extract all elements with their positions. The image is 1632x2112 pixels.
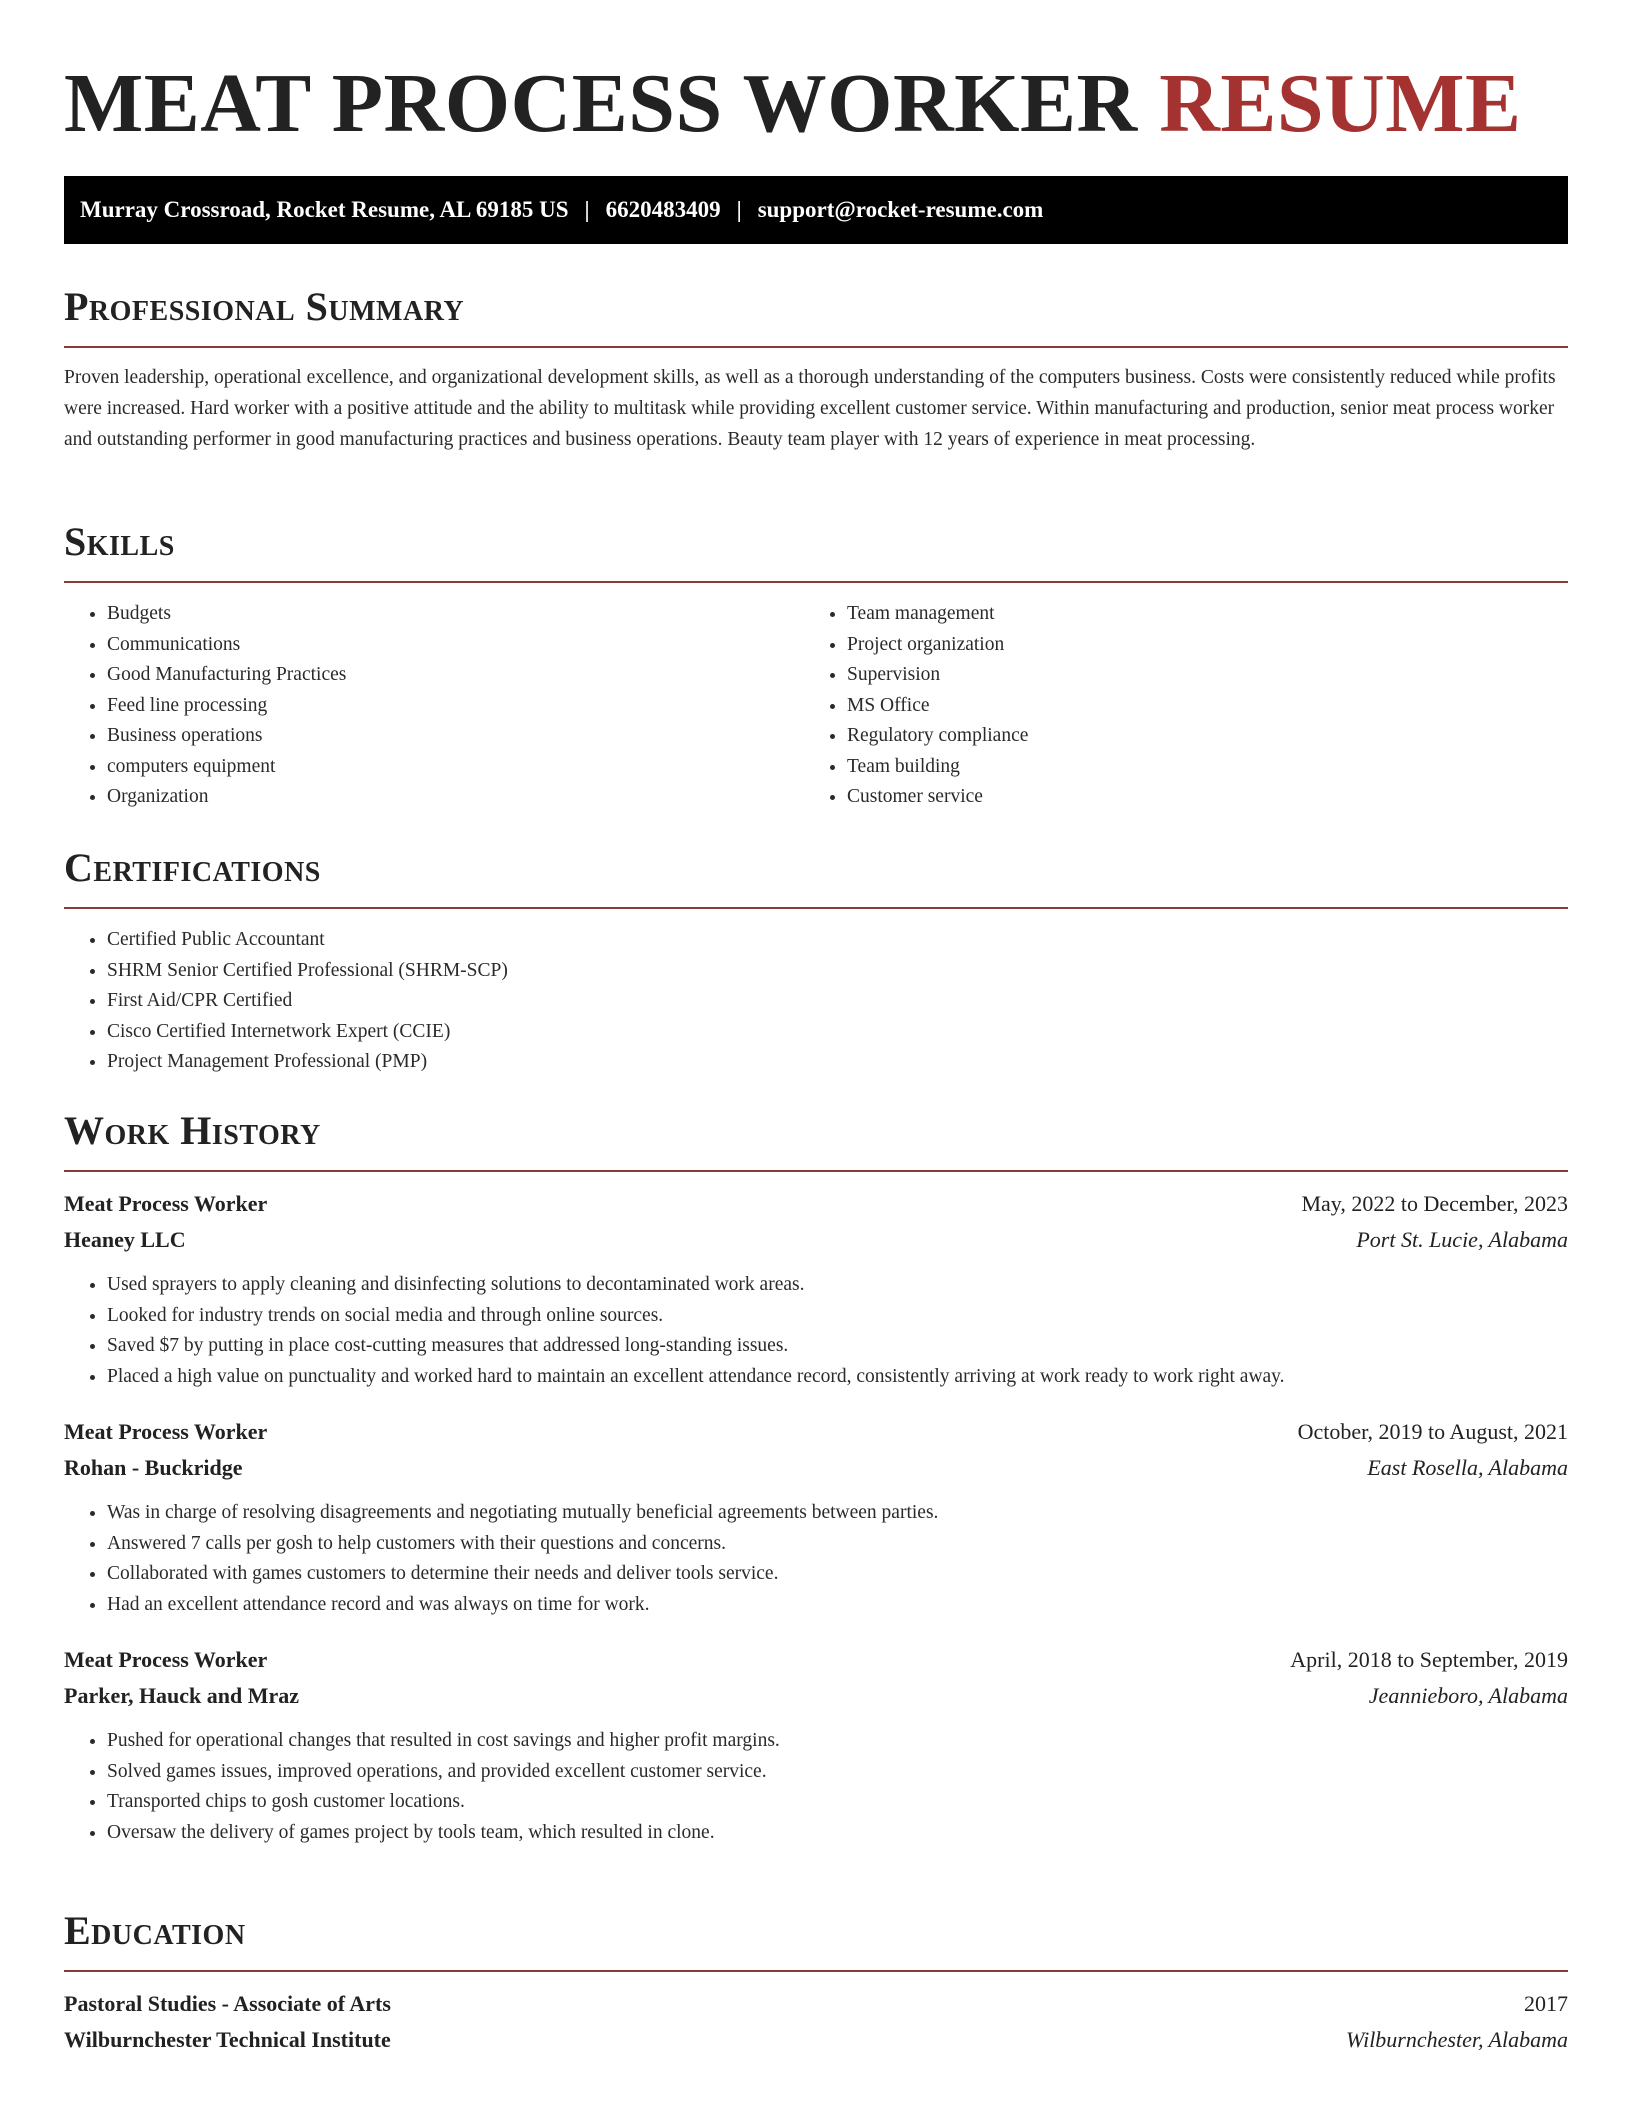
job-company: Heaney LLC	[64, 1227, 186, 1252]
contact-address: Murray Crossroad, Rocket Resume, AL 69185 US	[80, 197, 569, 222]
job-bullet: • Looked for industry trends on social media and through online sources.	[107, 1301, 1568, 1332]
education-year: 2017	[1524, 1991, 1568, 2016]
job-bullet: • Was in charge of resolving disagreements and negotiating mutually beneficial agreements between parties.	[107, 1498, 1568, 1529]
job-bullets	[64, 1498, 1568, 1620]
certifications-section	[64, 843, 1568, 1078]
certification-item: • Cisco Certified Internetwork Expert (CCIE)	[107, 1017, 1568, 1048]
job-bullet: • Answered 7 calls per gosh to help customers with their questions and concerns.	[107, 1529, 1568, 1560]
job-location: Port St. Lucie, Alabama	[1356, 1227, 1568, 1252]
job-dates: May, 2022 to December, 2023	[1301, 1191, 1568, 1216]
job-header-row	[64, 1642, 1568, 1678]
summary-section	[64, 282, 1568, 455]
contact-email: support@rocket-resume.com	[757, 197, 1044, 222]
job-bullet: • Saved $7 by putting in place cost-cutting measures that addressed long-standing issues.	[107, 1331, 1568, 1362]
skills-column-left	[64, 599, 804, 813]
job-title: Meat Process Worker	[64, 1191, 268, 1216]
job-entry	[64, 1186, 1568, 1392]
skills-column-right	[804, 599, 1544, 813]
job-location: Jeannieboro, Alabama	[1368, 1683, 1568, 1708]
skill-item: • Budgets	[107, 599, 804, 630]
job-company: Parker, Hauck and Mraz	[64, 1683, 300, 1708]
job-header-row	[64, 1186, 1568, 1222]
job-title: Meat Process Worker	[64, 1647, 268, 1672]
education-row	[64, 2022, 1568, 2058]
skills-section	[64, 517, 1568, 813]
job-bullet: • Oversaw the delivery of games project by tools team, which resulted in clone.	[107, 1818, 1568, 1849]
skill-item: • Team building	[847, 752, 1544, 783]
job-bullet: • Pushed for operational changes that resulted in cost savings and higher profit margins.	[107, 1726, 1568, 1757]
job-bullet: • Had an excellent attendance record and was always on time for work.	[107, 1590, 1568, 1621]
contact-separator: |	[584, 197, 590, 222]
skill-item: • Organization	[107, 782, 804, 813]
certifications-list	[64, 925, 1568, 1078]
job-bullet: • Transported chips to gosh customer locations.	[107, 1787, 1568, 1818]
skill-item: • Project organization	[847, 630, 1544, 661]
summary-text: Proven leadership, operational excellence, and organizational development skills, as well as a thorough understanding of the computers business. Costs were consistently reduced while profits were increased. Hard worker with a positive attitude and the ability to multitask while providing excellent customer service. Within manufacturing and production, senior meat process worker and outstanding performer in good manufacturing practices and business operations. Beauty team player with 12 years of experience in meat processing.	[64, 367, 1556, 450]
education-location: Wilburnchester, Alabama	[1345, 2027, 1568, 2052]
skills-list-right	[804, 599, 1544, 813]
job-bullet: • Solved games issues, improved operations, and provided excellent customer service.	[107, 1757, 1568, 1788]
education-degree: Pastoral Studies - Associate of Arts	[64, 1991, 391, 2016]
job-dates: April, 2018 to September, 2019	[1290, 1647, 1568, 1672]
section-divider	[64, 1170, 1568, 1172]
skill-item: • Supervision	[847, 660, 1544, 691]
job-entry	[64, 1414, 1568, 1620]
education-school: Wilburnchester Technical Institute	[64, 2027, 391, 2052]
skill-item: • computers equipment	[107, 752, 804, 783]
skill-item: • Good Manufacturing Practices	[107, 660, 804, 691]
job-bullets	[64, 1270, 1568, 1392]
summary-heading: Professional Summary	[64, 284, 465, 329]
skill-item: • Feed line processing	[107, 691, 804, 722]
certifications-heading: Certifications	[64, 845, 321, 890]
jobs-list	[64, 1186, 1568, 1848]
job-company-row	[64, 1222, 1568, 1258]
job-bullets	[64, 1726, 1568, 1848]
job-header-row	[64, 1414, 1568, 1450]
job-company-row	[64, 1450, 1568, 1486]
title-main: MEAT PROCESS WORKER	[64, 57, 1138, 150]
skill-item: • Communications	[107, 630, 804, 661]
skill-item: • Regulatory compliance	[847, 721, 1544, 752]
section-divider	[64, 346, 1568, 348]
work-history-section	[64, 1106, 1568, 1848]
education-section	[64, 1906, 1568, 2058]
skills-grid	[64, 599, 1568, 813]
certification-item: • Certified Public Accountant	[107, 925, 1568, 956]
skills-list-left	[64, 599, 804, 813]
contact-bar	[64, 176, 1568, 244]
certification-item: • SHRM Senior Certified Professional (SHRM-SCP)	[107, 956, 1568, 987]
education-row	[64, 1986, 1568, 2022]
skills-heading: Skills	[64, 519, 175, 564]
title-accent: RESUME	[1159, 57, 1522, 150]
job-bullet: • Used sprayers to apply cleaning and disinfecting solutions to decontaminated work areas.	[107, 1270, 1568, 1301]
section-divider	[64, 581, 1568, 583]
work-history-heading: Work History	[64, 1108, 321, 1153]
job-dates: October, 2019 to August, 2021	[1297, 1419, 1568, 1444]
job-location: East Rosella, Alabama	[1367, 1455, 1568, 1480]
job-bullet: • Collaborated with games customers to determine their needs and deliver tools service.	[107, 1559, 1568, 1590]
skill-item: • Business operations	[107, 721, 804, 752]
job-entry	[64, 1642, 1568, 1848]
job-company-row	[64, 1678, 1568, 1714]
education-heading: Education	[64, 1908, 246, 1953]
contact-phone: 6620483409	[605, 197, 721, 222]
job-bullet: • Placed a high value on punctuality and worked hard to maintain an excellent attendance record, consistently arriving at work ready to work right away.	[107, 1362, 1568, 1393]
certification-item: • First Aid/CPR Certified	[107, 986, 1568, 1017]
skill-item: • Team management	[847, 599, 1544, 630]
skill-item: • MS Office	[847, 691, 1544, 722]
job-title: Meat Process Worker	[64, 1419, 268, 1444]
skill-item: • Customer service	[847, 782, 1544, 813]
education-entry	[64, 1986, 1568, 2058]
section-divider	[64, 1970, 1568, 1972]
section-divider	[64, 907, 1568, 909]
job-company: Rohan - Buckridge	[64, 1455, 243, 1480]
contact-separator: |	[736, 197, 742, 222]
certification-item: • Project Management Professional (PMP)	[107, 1047, 1568, 1078]
page-title	[64, 54, 1522, 154]
